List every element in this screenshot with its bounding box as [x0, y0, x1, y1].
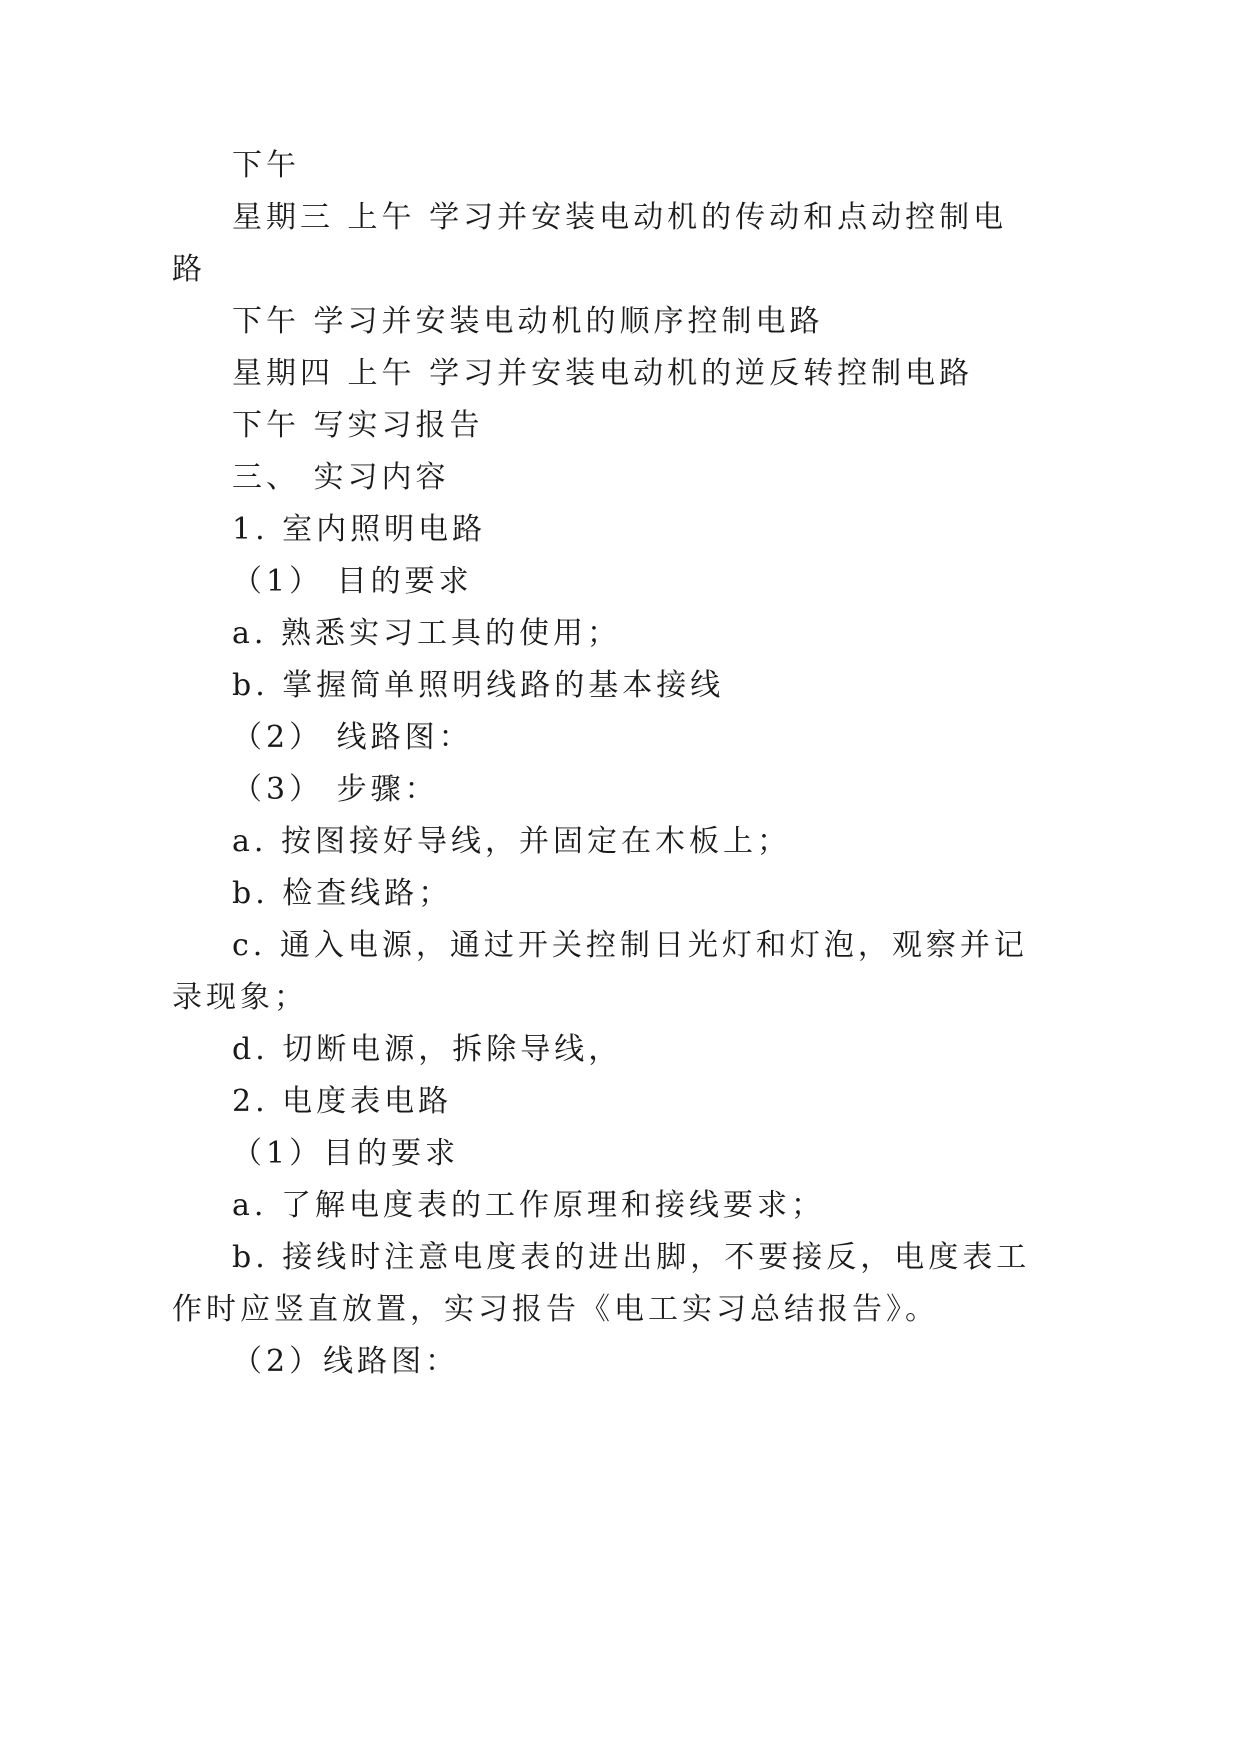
text-line: d. 切断电源，拆除导线，	[232, 1032, 623, 1067]
text-line: （1） 目的要求	[232, 564, 473, 599]
text-line: 录现象；	[172, 980, 308, 1015]
text-line: （3） 步骤：	[232, 772, 439, 807]
text-line: 下午 写实习报告	[232, 408, 484, 443]
text-line: 路	[172, 252, 206, 287]
text-line: （2） 线路图：	[232, 720, 473, 755]
text-line: a. 按图接好导线，并固定在木板上；	[232, 824, 791, 859]
text-line: a. 了解电度表的工作原理和接线要求；	[232, 1188, 825, 1223]
text-line: b. 掌握简单照明线路的基本接线	[232, 668, 725, 703]
text-line: 下午	[232, 148, 300, 183]
subsection-heading: 2. 电度表电路	[232, 1084, 453, 1119]
text-line: （1）目的要求	[232, 1136, 460, 1171]
subsection-heading: 1. 室内照明电路	[232, 512, 487, 547]
text-line: a. 熟悉实习工具的使用；	[232, 616, 621, 651]
text-line: c. 通入电源，通过开关控制日光灯和灯泡，观察并记	[232, 928, 1028, 963]
text-line: b. 接线时注意电度表的进出脚，不要接反，电度表工	[232, 1240, 1031, 1275]
text-line: 星期三 上午 学习并安装电动机的传动和点动控制电	[232, 200, 1008, 235]
text-line: 星期四 上午 学习并安装电动机的逆反转控制电路	[232, 356, 974, 391]
text-line: （2）线路图：	[232, 1344, 460, 1379]
section-heading: 三、 实习内容	[232, 460, 450, 495]
text-line: b. 检查线路；	[232, 876, 453, 911]
text-line: 下午 学习并安装电动机的顺序控制电路	[232, 304, 824, 339]
text-line: 作时应竖直放置，实习报告《电工实习总结报告》。	[172, 1292, 939, 1327]
